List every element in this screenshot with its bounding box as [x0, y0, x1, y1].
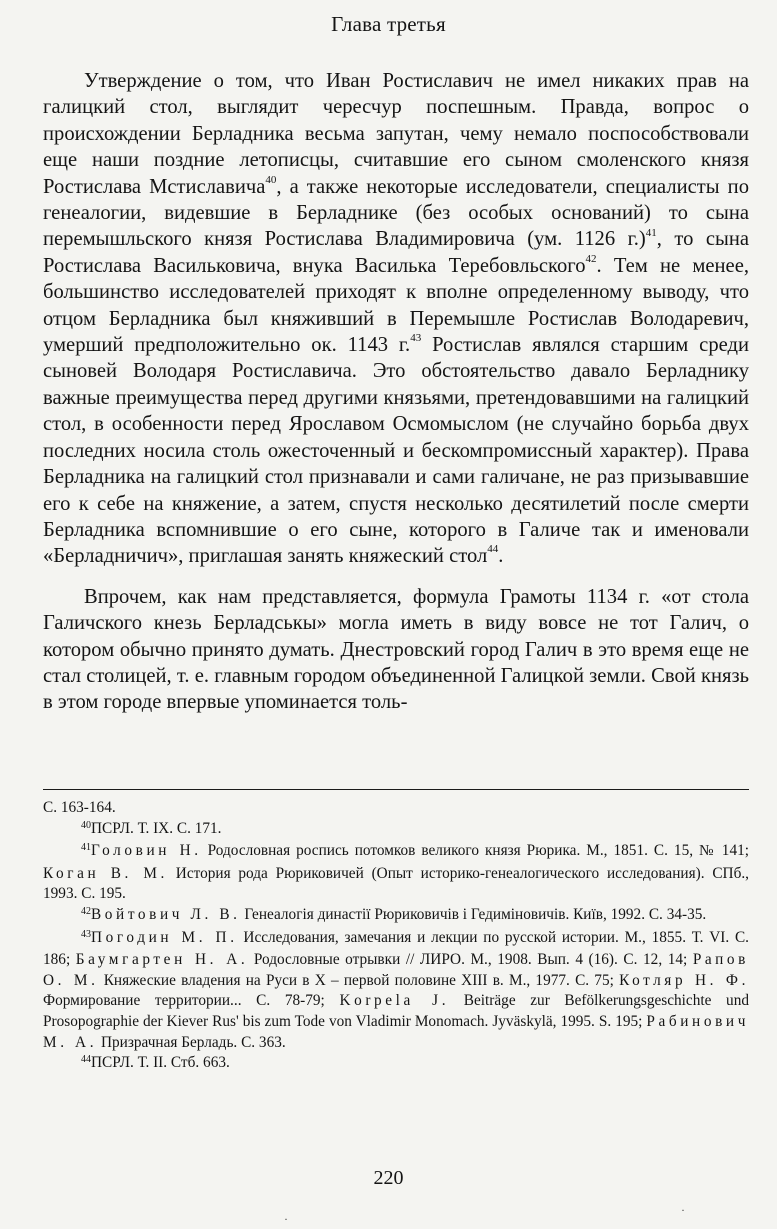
footnote-author: Рапов О. М.: [43, 951, 749, 989]
main-text: [43, 68, 749, 730]
footnote-40: [43, 819, 749, 842]
paragraph-1-part-3: , то сына Ростислава Васильковича, внука Василька Теребовльского: [43, 228, 749, 277]
footnote-text: Родословные отрывки // ЛИРО. М., 1908. Вып. 4 (16). С. 12, 14;: [248, 951, 693, 969]
footnote-author: Коган В. М.: [43, 864, 168, 882]
footnote-text: ПСРЛ. Т. II. Стб. 663.: [91, 1054, 230, 1072]
footnote-text: Генеалогія династії Рюриковичів і Гедиміновичів. Київ, 1992. С. 34-35.: [240, 905, 707, 923]
footnote-44: [43, 1053, 749, 1076]
paragraph-1-part-2: , а также некоторые исследователи, специалисты по генеалогии, видевшие в Берладнике (без особых оснований) то сына перемышльского князя Ростислава Владимировича (ум. 1126 г.): [43, 175, 750, 251]
footnote-divider: [43, 789, 749, 790]
footnote-text: Исследования, замечания и лекции по русской истории. М., 1855. Т. VI. С. 186;: [43, 928, 750, 969]
scan-speck: ·: [681, 1203, 685, 1217]
footnote-ref-42: 42: [585, 252, 597, 265]
footnote-42: [43, 905, 749, 928]
footnote-ref-41: 41: [645, 226, 657, 239]
footnote-text: Родословная роспись потомков великого князя Рюрика. М., 1851. С. 15, № 141;: [201, 842, 749, 860]
footnote-ref-44: 44: [487, 543, 499, 556]
paragraph-1: [43, 68, 749, 570]
page-number: 220: [373, 1167, 404, 1189]
footnote-author: Рабинович М. А.: [43, 1012, 749, 1051]
footnote-author: Погодин М. П.: [91, 928, 238, 946]
footnote-text: Призрачная Берладь. С. 363.: [97, 1033, 286, 1051]
paragraph-1-part-5: Ростислав являлся старшим среди сыновей Володаря Ростиславича. Это обстоятельство давало Берладнику важные преимущества перед другими князьями, претендовавшими на галицкий стол, в особенности перед Ярославом Осмомыслом (не случайно борьба двух последних носила столь ожесточенный и бескомпромиссный характер). Права Берладника на галицкий стол признавали и сами галичане, не раз призывавшие его к себе на княжение, а затем, спустя несколько десятилетий после смерти Берладника вспомнившие о его сыне, которого в Галиче так и именовали «Берладничич», приглашая занять княжеский стол: [43, 334, 749, 568]
footnote-text: Княжеские владения на Руси в X – первой половине XIII в. М., 1977. С. 75;: [98, 971, 620, 989]
footnote-text: ПСРЛ. Т. IX. С. 171.: [91, 819, 222, 837]
paragraph-1-part-6: .: [498, 545, 504, 568]
footnote-number: 43: [81, 928, 91, 940]
running-header: Глава третья: [331, 12, 446, 36]
footnote-text: История рода Рюриковичей (Опыт историко-генеалогического исследования). СПб., 1993. С. 195.: [43, 864, 749, 903]
footnote-43: [43, 928, 749, 1054]
footnote-number: 42: [81, 905, 91, 917]
footnote-author: Korpela J.: [339, 992, 450, 1010]
paragraph-2: Впрочем, как нам представляется, формула Грамоты 1134 г. «от стола Галичского кнезь Берладськы» могла иметь в виду вовсе не тот Галич, о котором обычно принято думать. Днестровский город Галич в это время еще не стал столицей, т. е. главным городом объединенной Галицкой земли. Свой князь в этом городе впервые упоминается толь-: [43, 585, 749, 714]
scan-speck: ·: [284, 1212, 288, 1226]
footnote-author: Головин Н.: [91, 842, 202, 860]
footnote-ref-43: 43: [410, 332, 422, 345]
footnote-author: Котляр Н. Ф.: [619, 971, 749, 989]
footnote-text: Beiträge zur Befölkerungsgeschichte und Prosopographie der Kiever Rus' bis zum Tode von Vladimir Monomach. Jyväskylä, 1995. S. 195;: [43, 992, 749, 1030]
footnote-41: [43, 841, 749, 905]
paragraph-1-part-1: Утверждение о том, что Иван Ростиславич не имел никаких прав на галицкий стол, выглядит чересчур поспешным. Правда, вопрос о происхождении Берладника весьма запутан, чему немало поспособствовали еще наши поздние летописцы, считавшие его сыном смоленского князя Ростислава Мстиславича: [43, 70, 749, 198]
footnote-text: Формирование территории... С. 78-79;: [43, 992, 340, 1010]
footnote-author: Войтович Л. В.: [91, 905, 241, 923]
footnotes: [43, 798, 749, 1076]
footnote-ref-40: 40: [265, 173, 277, 186]
footnote-continuation: С. 163-164.: [43, 799, 116, 816]
footnote-number: 40: [81, 819, 91, 831]
footnote-author: Баумгартен Н. А.: [75, 951, 249, 969]
footnote-number: 44: [81, 1054, 91, 1066]
footnote-number: 41: [81, 842, 91, 854]
paragraph-1-part-4: . Тем не менее, большинство исследователей приходят к вполне определенному выводу, что отцом Берладника был княживший в Перемышле Ростислав Володаревич, умерший предположительно ок. 1143 г.: [43, 254, 749, 357]
